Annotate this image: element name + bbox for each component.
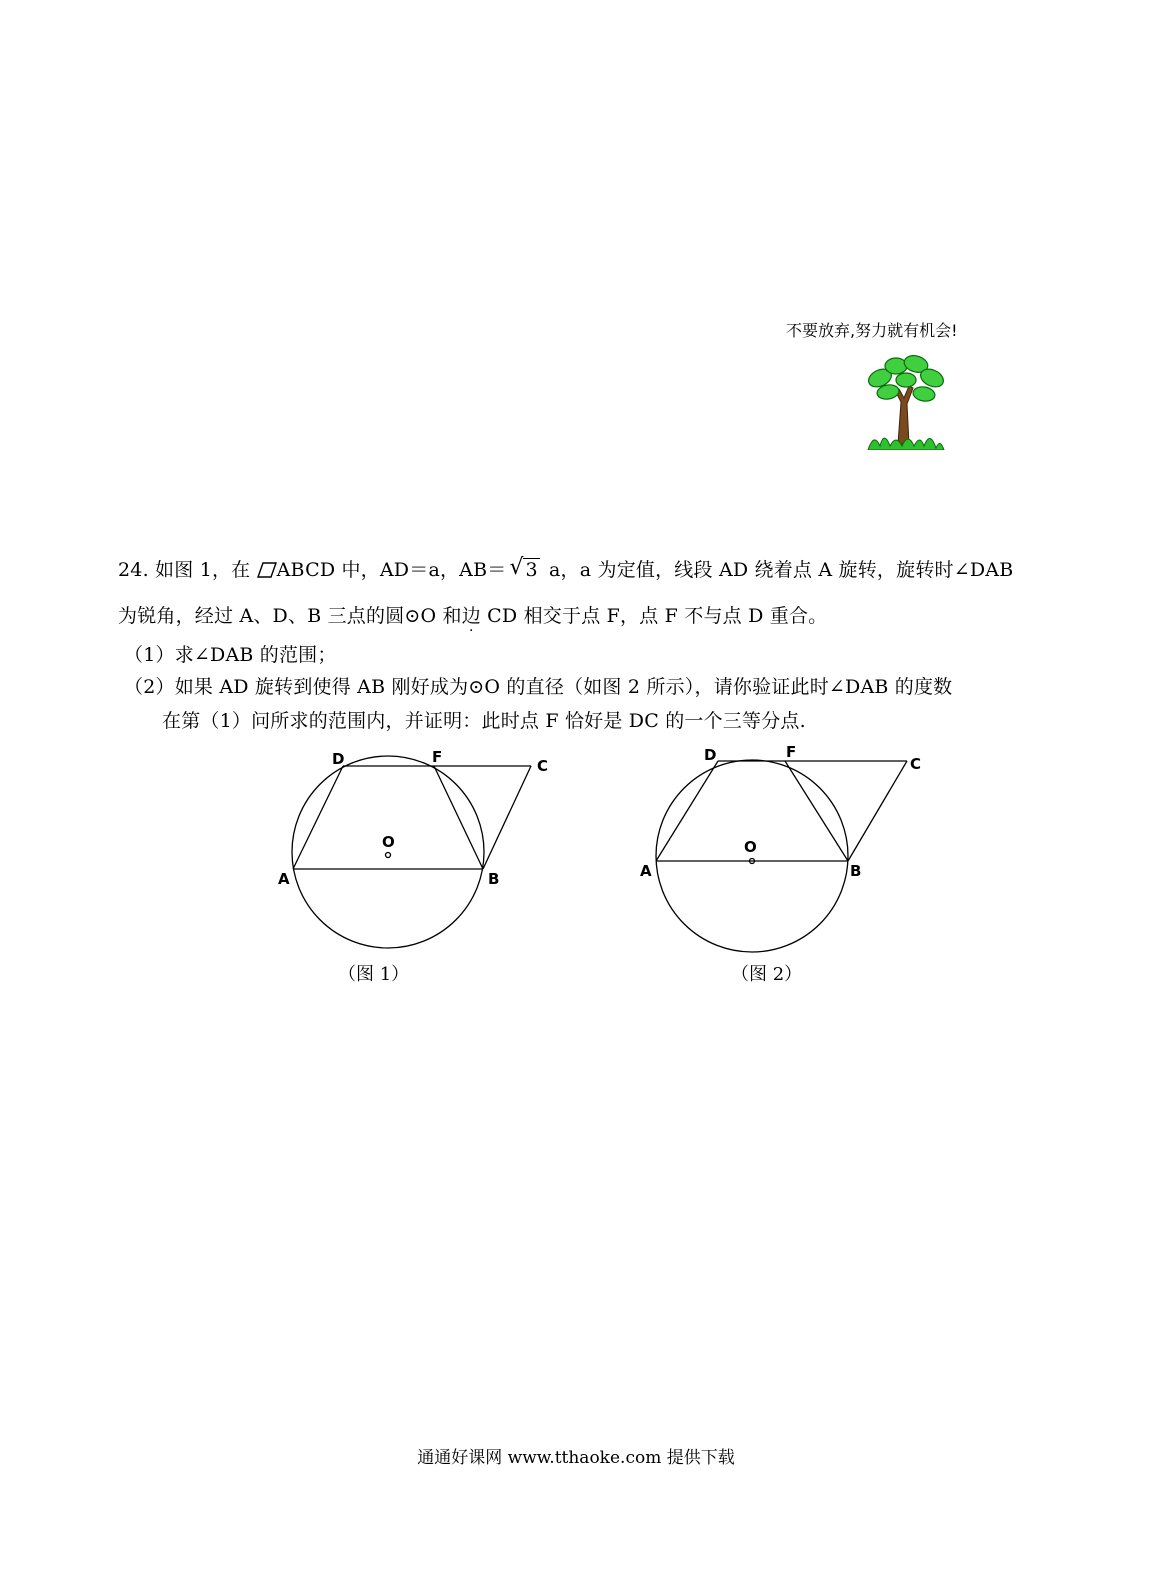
figure-1-diagram [270,740,570,955]
label-d: D [332,750,345,768]
label-o: O [744,838,757,856]
parallelogram-icon [257,562,277,578]
tree-icon [862,352,948,450]
problem-line-1: 24. 如图 1，在 ABCD 中，AD＝a，AB＝ √ 3 a，a 为定值，线段 AD 绕着点 A 旋转，旋转时∠DAB [118,555,1014,581]
figure-2-diagram [634,740,934,955]
segment-cb [848,761,907,861]
segment-ad [293,766,343,869]
segment-ad [656,761,718,861]
label-f: F [786,743,797,761]
label-o: O [382,833,395,851]
motto-text: 不要放弃,努力就有机会! [786,321,958,340]
label-f: F [432,748,443,766]
segment-fb [434,766,483,869]
problem-line-2: 为锐角，经过 A、D、B 三点的圆⊙O 和边 CD 相交于点 F，点 F 不与点 D 重合。 [118,605,828,627]
page-footer: 通通好课网 www.tthaoke.com 提供下载 [417,1448,735,1468]
label-a: A [640,862,652,880]
label-c: C [537,757,549,775]
circle-o [656,760,848,952]
label-b: B [488,870,500,888]
segment-cb [483,766,531,869]
label-a: A [278,870,290,888]
question-2-line-2: 在第（1）问所求的范围内，并证明：此时点 F 恰好是 DC 的一个三等分点. [162,710,806,732]
label-b: B [850,862,862,880]
emphasized-char: 边 [461,605,481,627]
figure-2-caption: （图 2） [731,964,803,985]
center-point-o [386,853,391,858]
label-d: D [704,746,717,764]
segment-fb [785,761,848,861]
question-1: （1）求∠DAB 的范围； [124,644,337,666]
problem-number-text: 24. 如图 1，在 [118,559,251,581]
sqrt-three: √ 3 [509,555,538,581]
question-2-line-1: （2）如果 AD 旋转到使得 AB 刚好成为⊙O 的直径（如图 2 所示），请你验证此时∠DAB 的度数 [124,676,953,698]
figure-1-caption: （图 1） [338,964,410,985]
label-c: C [910,755,922,773]
